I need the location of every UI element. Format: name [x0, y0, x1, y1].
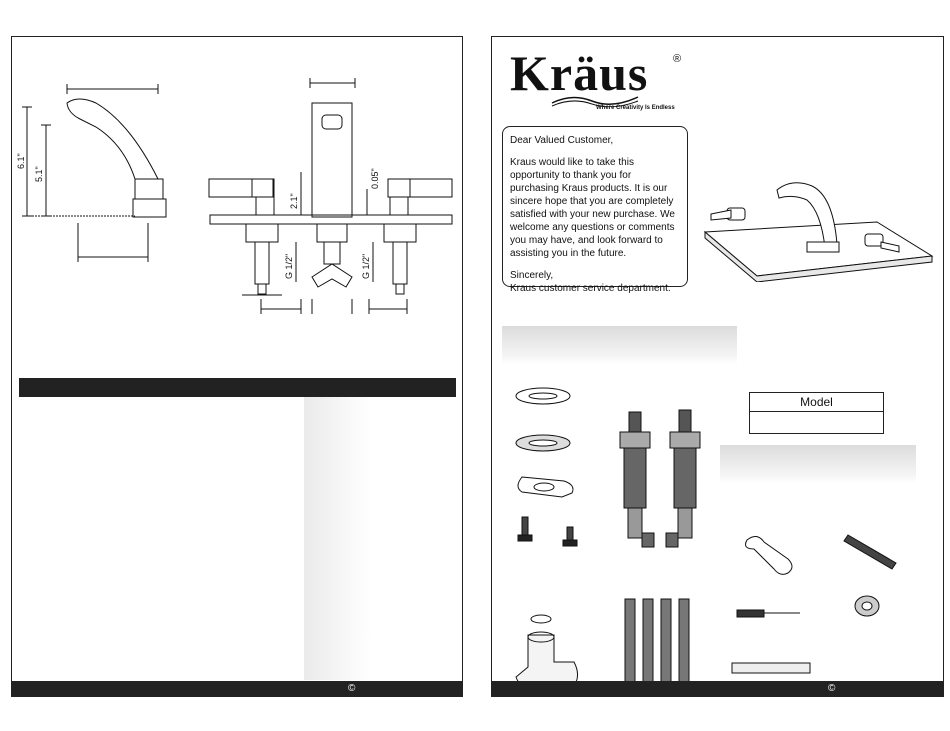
dim-inlet-right: G 1/2" — [361, 253, 371, 279]
wrench-icon — [746, 536, 792, 574]
side-handle-block — [135, 179, 163, 199]
socket-wrench-icon — [732, 663, 810, 673]
letter-body: Kraus would like to take this opportunity to thank you for purchasing Kraus products. It is our sincere hope that you are completely satisfied with your new purchase. We welcome any questions or comments you may have, and look forward to assisting you in the future. — [510, 157, 675, 259]
left-page — [11, 36, 463, 697]
letter-greeting: Dear Valued Customer, — [510, 135, 614, 146]
supply-hose-icon — [625, 599, 689, 691]
screw-icon — [522, 517, 528, 535]
logo-registered: ® — [673, 53, 682, 65]
valve-icon — [620, 412, 654, 547]
dim-handle: 2.1" — [289, 193, 299, 209]
parts-header-shade — [502, 326, 737, 364]
screwdriver-icon — [737, 610, 764, 617]
front-aerator — [322, 115, 342, 129]
model-label: Model — [750, 393, 883, 412]
side-spout — [67, 99, 158, 179]
right-footer — [492, 681, 943, 696]
logo-brand: Kräus — [510, 45, 649, 101]
kraus-logo — [510, 45, 682, 117]
dim-top: 0.05" — [370, 168, 380, 189]
parts-illustrations — [492, 377, 943, 697]
shaded-column — [304, 397, 372, 680]
side-base — [133, 199, 166, 217]
logo-tagline: Where Creativity Is Endless — [596, 105, 675, 111]
copyright-symbol: © — [828, 683, 836, 694]
front-spout — [312, 103, 352, 217]
dim-height-inner: 5.1" — [34, 166, 44, 182]
letter-signature: Kraus customer service department. — [510, 283, 671, 294]
customer-letter — [502, 126, 688, 294]
letter-closing: Sincerely, — [510, 270, 554, 281]
dim-height-outer: 6.1" — [16, 153, 26, 169]
faucet-illustration — [697, 172, 937, 282]
front-deck — [210, 215, 452, 224]
gasket-icon — [516, 388, 570, 404]
copyright-symbol: © — [348, 683, 356, 694]
adjustable-wrench-icon — [844, 535, 896, 569]
technical-drawing — [12, 37, 462, 337]
section-header-bar — [19, 378, 456, 397]
left-footer — [12, 681, 462, 696]
dim-inlet-left: G 1/2" — [284, 253, 294, 279]
right-page — [491, 36, 944, 697]
bracket-icon — [518, 477, 573, 497]
